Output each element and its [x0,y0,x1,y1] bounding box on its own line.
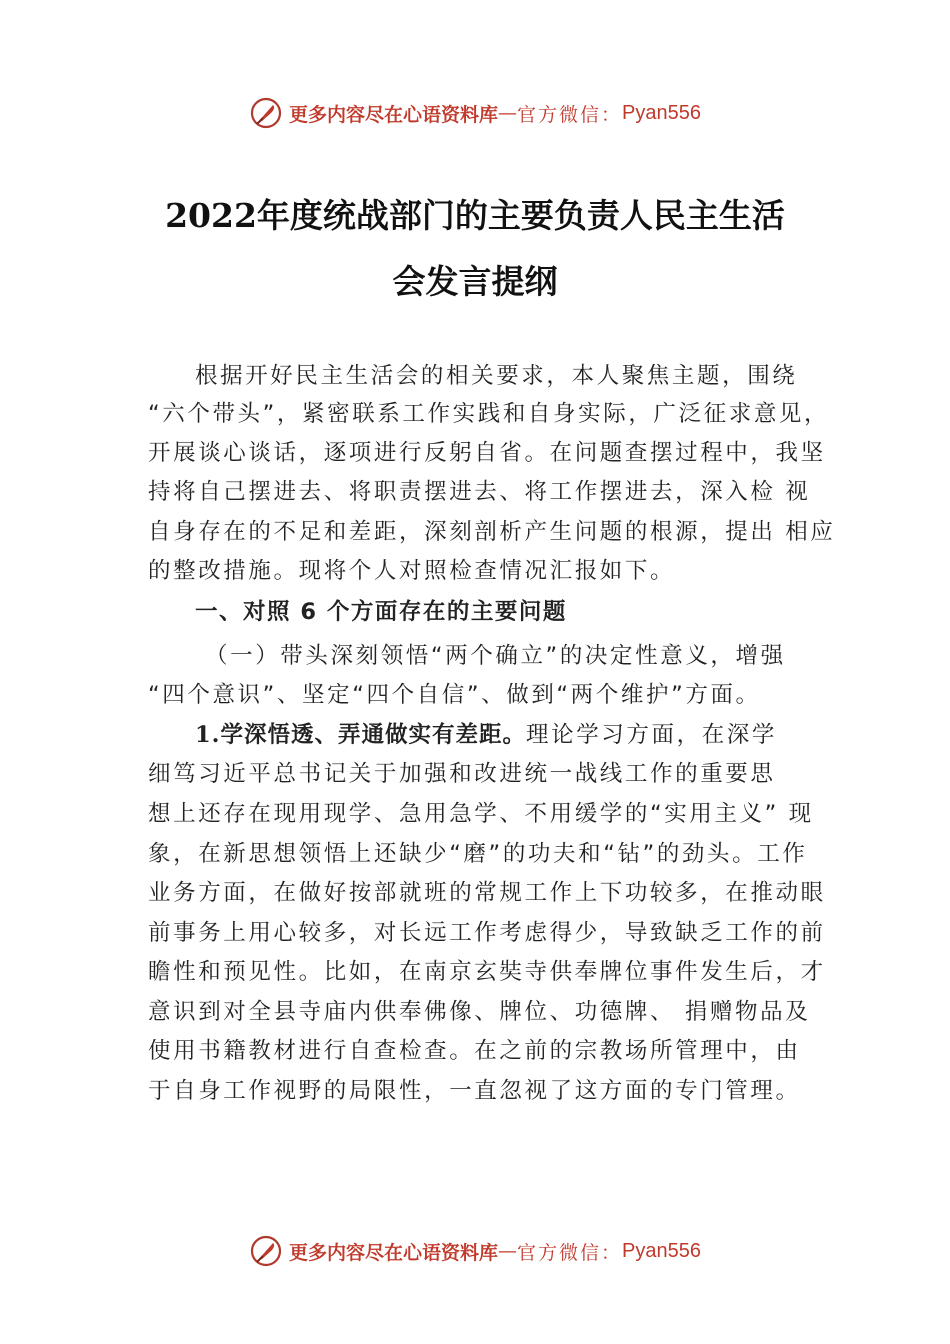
paragraph-line: 的整改措施。现将个人对照检查情况汇报如下。 [148,558,676,584]
point-line: 瞻性和预见性。比如，在南京玄奘寺供奉牌位事件发生后，才 [148,959,826,985]
watermark-library-text: 更多内容尽在心语资料库 [289,103,499,126]
watermark-wechat-label: 官方微信： [517,1241,623,1264]
point-first-line [195,720,777,750]
section-heading: 一、对照 6 个方面存在的主要问题 [195,599,567,625]
point-line: 于自身工作视野的局限性，一直忽视了这方面的专门管理。 [148,1078,801,1104]
point-line: 想上还存在现用现学、急用急学、不用缓学的“实用主义” 现 [148,801,814,827]
watermark-header [0,96,950,130]
watermark-wechat-label: 官方微信： [517,103,623,126]
subsection-heading-line: “四个意识”、坚定“四个自信”、做到“两个维护”方面。 [148,682,761,708]
point-line: 细笃习近平总书记关于加强和改进统一战线工作的重要思 [148,761,776,787]
quill-logo-icon [249,1234,283,1268]
watermark-dash: — [498,102,518,124]
point-line: 前事务上用心较多，对长远工作考虑得少，导致缺乏工作的前 [148,920,826,946]
watermark-wechat-id: Pyan556 [622,101,701,124]
point-line: 意识到对全县寺庙内供奉佛像、牌位、功德牌、 捐赠物品及 [148,999,811,1025]
document-title-line1: 2022年度统战部门的主要负责人民主生活 [165,196,785,235]
document-title-line2: 会发言提纲 [392,262,558,301]
point-line: 使用书籍教材进行自查检查。在之前的宗教场所管理中，由 [148,1038,801,1064]
watermark-wechat-id: Pyan556 [622,1239,701,1262]
watermark-footer [0,1234,950,1268]
quill-logo-icon [249,96,283,130]
point-text: 理论学习方面，在深学 [526,722,778,748]
watermark-library-text: 更多内容尽在心语资料库 [289,1241,499,1264]
paragraph-line: 持将自己摆进去、将职责摆进去、将工作摆进去，深入检 视 [148,479,811,505]
point-line: 象，在新思想领悟上还缺少“磨”的功夫和“钻”的劲头。工作 [148,841,808,867]
subsection-heading-line: （一）带头深刻领悟“两个确立”的决定性意义，增强 [205,643,786,669]
point-title: 1.学深悟透、弄通做实有差距。 [195,722,526,748]
paragraph-line: 根据开好民主生活会的相关要求，本人聚焦主题，围绕 [195,363,798,389]
paragraph-line: “六个带头”，紧密联系工作实践和自身实际，广泛征求意见， [148,401,830,427]
point-line: 业务方面，在做好按部就班的常规工作上下功较多，在推动眼 [148,880,826,906]
paragraph-line: 自身存在的不足和差距，深刻剖析产生问题的根源，提出 相应 [148,519,836,545]
paragraph-line: 开展谈心谈话，逐项进行反躬自省。在问题查摆过程中，我坚 [148,440,826,466]
watermark-dash: — [498,1240,518,1262]
